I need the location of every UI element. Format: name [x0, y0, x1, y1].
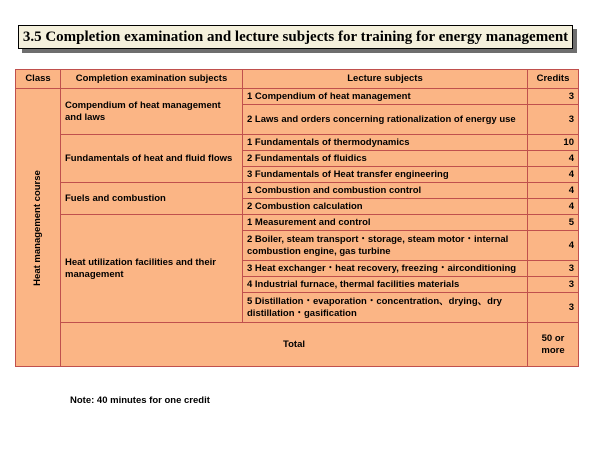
header-subjects: Completion examination subjects [61, 70, 243, 89]
credit-cell: 5 [528, 215, 579, 231]
credit-cell: 10 [528, 135, 579, 151]
credit-cell: 3 [528, 293, 579, 323]
credit-note: Note: 40 minutes for one credit [70, 395, 210, 406]
subject-cell: Compendium of heat management and laws [61, 89, 243, 135]
lecture-cell: 2 Boiler, steam transport・storage, steam motor・internal combustion engine, gas turbine [243, 231, 528, 261]
total-row [16, 323, 579, 367]
lecture-cell: 1 Measurement and control [243, 215, 528, 231]
credit-cell: 3 [528, 261, 579, 277]
page-title: 3.5 Completion examination and lecture subjects for training for energy management [22, 28, 569, 45]
subject-cell: Heat utilization facilities and their management [61, 215, 243, 323]
credit-cell: 3 [528, 277, 579, 293]
title-banner [18, 25, 573, 49]
lecture-cell: 4 Industrial furnace, thermal facilities materials [243, 277, 528, 293]
credit-cell: 4 [528, 183, 579, 199]
total-credits: 50 or more [528, 323, 579, 367]
lecture-cell: 2 Fundamentals of fluidics [243, 151, 528, 167]
credit-cell: 4 [528, 231, 579, 261]
credit-cell: 4 [528, 167, 579, 183]
credit-cell: 4 [528, 151, 579, 167]
lecture-cell: 5 Distillation・evaporation・concentration、drying、dry distillation・gasification [243, 293, 528, 323]
credit-cell: 3 [528, 89, 579, 105]
table-row [16, 135, 579, 151]
class-label: Heat management course [32, 169, 43, 286]
lecture-cell: 1 Fundamentals of thermodynamics [243, 135, 528, 151]
class-cell [16, 89, 61, 367]
subjects-table [15, 69, 579, 367]
subject-cell: Fuels and combustion [61, 183, 243, 215]
table-row [16, 215, 579, 231]
header-class: Class [16, 70, 61, 89]
credit-cell: 3 [528, 105, 579, 135]
lecture-cell: 2 Laws and orders concerning rationalization of energy use [243, 105, 528, 135]
lecture-cell: 2 Combustion calculation [243, 199, 528, 215]
header-lectures: Lecture subjects [243, 70, 528, 89]
lecture-cell: 1 Compendium of heat management [243, 89, 528, 105]
table-row [16, 183, 579, 199]
table-header-row [16, 70, 579, 89]
table-row [16, 89, 579, 105]
total-label: Total [61, 323, 528, 367]
lecture-cell: 1 Combustion and combustion control [243, 183, 528, 199]
credit-cell: 4 [528, 199, 579, 215]
subject-cell: Fundamentals of heat and fluid flows [61, 135, 243, 183]
lecture-cell: 3 Heat exchanger・heat recovery, freezing・airconditioning [243, 261, 528, 277]
lecture-cell: 3 Fundamentals of Heat transfer engineering [243, 167, 528, 183]
header-credits: Credits [528, 70, 579, 89]
